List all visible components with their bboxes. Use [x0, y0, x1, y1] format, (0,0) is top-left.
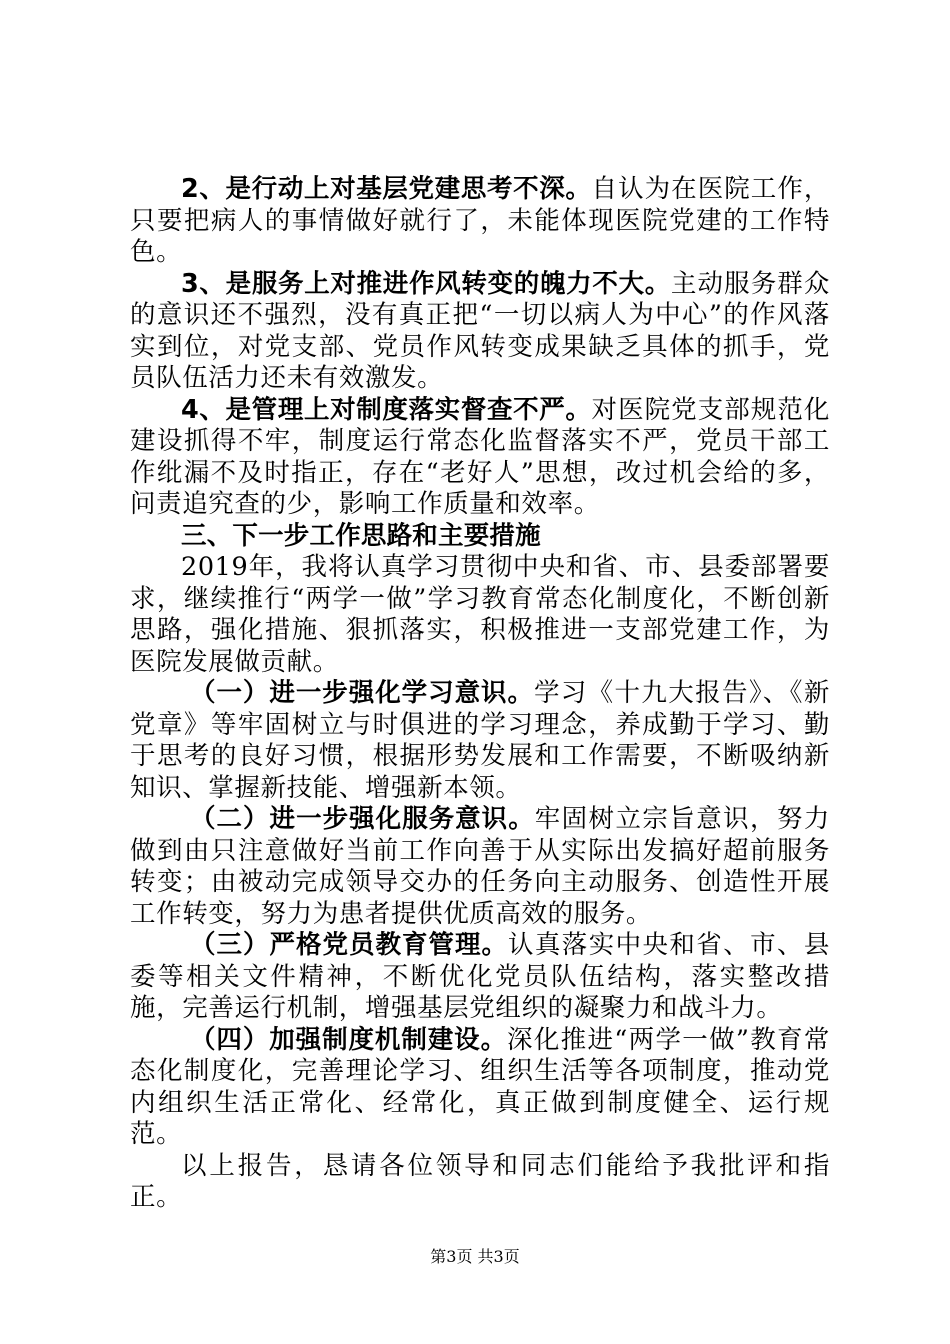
paragraph-item-4	[130, 395, 830, 521]
paragraph-item-3	[130, 269, 830, 395]
measure-lead: （二）进一步强化服务意识。	[190, 804, 535, 834]
measure-lead: （一）进一步强化学习意识。	[190, 678, 534, 708]
measure-lead: （四）加强制度机制建设。	[190, 1024, 508, 1055]
measure-item-2	[130, 804, 830, 930]
paragraph-lead: 3、是服务上对推进作风转变的魄力不大。	[181, 268, 671, 299]
paragraph-lead: 2、是行动上对基层党建思考不深。	[181, 174, 592, 204]
intro-paragraph: 2019年，我将认真学习贯彻中央和省、市、县委部署要求，继续推行“两学一做”学习教育常态化制度化，不断创新思路，强化措施、狠抓落实，积极推进一支部党建工作，为医院发展做贡献。	[130, 552, 830, 677]
measure-body: 认真落实中央和省、市、县委等相关文件精神，不断优化党员队伍结构，落实整改措施，完善运行机制，增强基层党组织的凝聚力和战斗力。	[130, 930, 830, 1023]
measure-body: 深化推进“两学一做”教育常态化制度化，完善理论学习、组织生活等各项制度，推动党内组织生活正常化、经常化，真正做到制度健全、运行规范。	[130, 1024, 830, 1149]
measure-item-4	[130, 1025, 830, 1151]
closing-paragraph: 以上报告，恳请各位领导和同志们能给予我批评和指正。	[130, 1150, 830, 1212]
section-heading: 三、下一步工作思路和主要措施	[181, 520, 541, 551]
paragraph-lead: 4、是管理上对制度落实督查不严。	[181, 394, 592, 425]
document-body	[130, 174, 830, 1214]
measure-lead: （三）严格党员教育管理。	[190, 930, 508, 960]
paragraph-body: 对医院党支部规范化建设抓得不牢，制度运行常态化监督落实不严，党员干部工作纰漏不及时指正，存在“老好人”思想，改过机会给的多，问责追究查的少，影响工作质量和效率。	[130, 394, 830, 519]
measure-body: 学习《十九大报告》、《新党章》等牢固树立与时俱进的学习理念，养成勤于学习、勤于思考的良好习惯，根据形势发展和工作需要，不断吸纳新知识、掌握新技能、增强新本领。	[130, 678, 830, 803]
measure-item-1	[130, 678, 830, 804]
paragraph-body: 自认为在医院工作，只要把病人的事情做好就行了，未能体现医院党建的工作特色。	[130, 174, 830, 267]
paragraph-body: 主动服务群众的意识还不强烈，没有真正把“一切以病人为中心”的作风落实到位，对党支部、党员作风转变成果缺乏具体的抓手，党员队伍活力还未有效激发。	[130, 268, 830, 393]
page-footer: 第3页 共3页	[430, 1247, 520, 1266]
measure-item-3	[130, 930, 830, 1025]
measure-body: 牢固树立宗旨意识，努力做到由只注意做好当前工作向善于从实际出发搞好超前服务转变；由被动完成领导交办的任务向主动服务、创造性开展工作转变，努力为患者提供优质高效的服务。	[130, 804, 830, 929]
paragraph-item-2	[130, 174, 830, 269]
